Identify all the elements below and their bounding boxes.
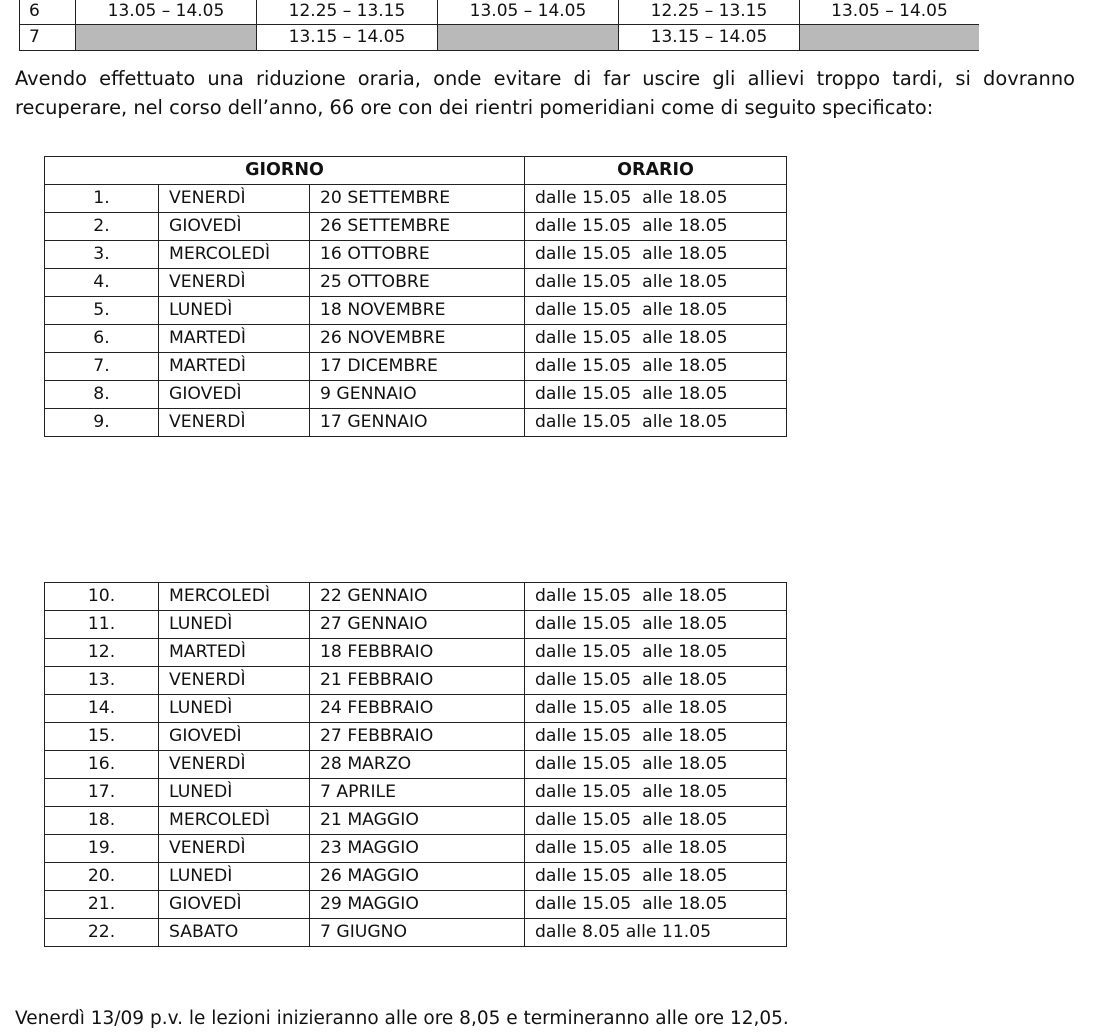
row-number-cell: 13. (45, 667, 159, 695)
time-slot-cell: 12.25 – 13.15 (257, 0, 438, 25)
schedule-row (45, 779, 787, 807)
timetable-row (20, 25, 980, 51)
schedule-row (45, 325, 787, 353)
row-number-cell: 21. (45, 891, 159, 919)
time-range-cell: dalle 15.05 alle 18.05 (525, 667, 787, 695)
time-range-cell: dalle 15.05 alle 18.05 (525, 639, 787, 667)
time-range-cell: dalle 8.05 alle 11.05 (525, 919, 787, 947)
time-range-cell: dalle 15.05 alle 18.05 (525, 409, 787, 437)
date-cell: 23 MAGGIO (310, 835, 525, 863)
date-cell: 28 MARZO (310, 751, 525, 779)
date-cell: 25 OTTOBRE (310, 269, 525, 297)
row-number-cell: 8. (45, 381, 159, 409)
date-cell: 21 FEBBRAIO (310, 667, 525, 695)
schedule-row (45, 891, 787, 919)
weekday-cell: VENERDÌ (159, 269, 310, 297)
schedule-row (45, 213, 787, 241)
time-slot-cell: 13.05 – 14.05 (76, 0, 257, 25)
date-cell: 18 NOVEMBRE (310, 297, 525, 325)
weekday-cell: MARTEDÌ (159, 325, 310, 353)
time-slot-cell: 13.05 – 14.05 (438, 0, 619, 25)
weekday-cell: GIOVEDÌ (159, 381, 310, 409)
row-number-cell: 9. (45, 409, 159, 437)
weekday-cell: VENERDÌ (159, 751, 310, 779)
time-range-cell: dalle 15.05 alle 18.05 (525, 779, 787, 807)
date-cell: 26 SETTEMBRE (310, 213, 525, 241)
time-range-cell: dalle 15.05 alle 18.05 (525, 269, 787, 297)
row-number-cell: 2. (45, 213, 159, 241)
time-slot-cell (800, 25, 980, 51)
weekday-cell: LUNEDÌ (159, 779, 310, 807)
row-number-cell: 22. (45, 919, 159, 947)
schedule-header-row (45, 157, 787, 185)
weekday-cell: MARTEDÌ (159, 353, 310, 381)
weekday-cell: VENERDÌ (159, 185, 310, 213)
row-number-cell: 1. (45, 185, 159, 213)
row-number-cell: 5. (45, 297, 159, 325)
date-cell: 24 FEBBRAIO (310, 695, 525, 723)
notice-paragraph: Avendo effettuato una riduzione oraria, onde evitare di far uscire gli allievi troppo tardi, si dovranno recuperare, nel corso dell’anno, 66 ore con dei rientri pomeridiani come di seguito specificato: (15, 67, 1075, 119)
schedule-row (45, 807, 787, 835)
footer-note: Venerdì 13/09 p.v. le lezioni inizieranno alle ore 8,05 e termineranno alle ore 12,05. (15, 1008, 789, 1029)
weekday-cell: MERCOLEDÌ (159, 807, 310, 835)
row-number-cell: 12. (45, 639, 159, 667)
schedule-row (45, 381, 787, 409)
row-number-cell: 14. (45, 695, 159, 723)
weekday-cell: VENERDÌ (159, 835, 310, 863)
time-range-cell: dalle 15.05 alle 18.05 (525, 611, 787, 639)
schedule-row (45, 583, 787, 611)
time-range-cell: dalle 15.05 alle 18.05 (525, 835, 787, 863)
schedule-row (45, 297, 787, 325)
recovery-schedule-table-1 (44, 156, 787, 437)
time-slot-cell: 13.15 – 14.05 (619, 25, 800, 51)
row-number-cell: 6. (45, 325, 159, 353)
row-number-cell: 19. (45, 835, 159, 863)
row-number-cell: 15. (45, 723, 159, 751)
schedule-row (45, 863, 787, 891)
date-cell: 27 GENNAIO (310, 611, 525, 639)
date-cell: 22 GENNAIO (310, 583, 525, 611)
row-number-cell: 4. (45, 269, 159, 297)
row-number-cell: 11. (45, 611, 159, 639)
recovery-schedule-table-2 (44, 582, 787, 947)
weekday-cell: LUNEDÌ (159, 297, 310, 325)
time-range-cell: dalle 15.05 alle 18.05 (525, 583, 787, 611)
date-cell: 27 FEBBRAIO (310, 723, 525, 751)
row-number-cell: 18. (45, 807, 159, 835)
time-slot-cell (438, 25, 619, 51)
header-giorno: GIORNO (45, 157, 525, 185)
schedule-row (45, 695, 787, 723)
time-slot-cell: 13.15 – 14.05 (257, 25, 438, 51)
date-cell: 7 APRILE (310, 779, 525, 807)
date-cell: 16 OTTOBRE (310, 241, 525, 269)
row-number-cell: 20. (45, 863, 159, 891)
date-cell: 26 MAGGIO (310, 863, 525, 891)
schedule-row (45, 353, 787, 381)
date-cell: 20 SETTEMBRE (310, 185, 525, 213)
date-cell: 9 GENNAIO (310, 381, 525, 409)
weekday-cell: SABATO (159, 919, 310, 947)
time-slot-cell: 12.25 – 13.15 (619, 0, 800, 25)
weekday-cell: MARTEDÌ (159, 639, 310, 667)
weekday-cell: VENERDÌ (159, 667, 310, 695)
weekday-cell: VENERDÌ (159, 409, 310, 437)
schedule-row (45, 185, 787, 213)
date-cell: 29 MAGGIO (310, 891, 525, 919)
timetable-row (20, 0, 980, 25)
row-number-cell: 16. (45, 751, 159, 779)
weekday-cell: LUNEDÌ (159, 695, 310, 723)
row-number-cell: 7. (45, 353, 159, 381)
row-number-cell: 17. (45, 779, 159, 807)
weekday-cell: GIOVEDÌ (159, 723, 310, 751)
date-cell: 17 GENNAIO (310, 409, 525, 437)
date-cell: 17 DICEMBRE (310, 353, 525, 381)
schedule-row (45, 723, 787, 751)
weekday-cell: LUNEDÌ (159, 863, 310, 891)
row-number-cell: 10. (45, 583, 159, 611)
time-range-cell: dalle 15.05 alle 18.05 (525, 695, 787, 723)
time-range-cell: dalle 15.05 alle 18.05 (525, 185, 787, 213)
date-cell: 18 FEBBRAIO (310, 639, 525, 667)
time-slot-cell (76, 25, 257, 51)
row-number-cell: 3. (45, 241, 159, 269)
time-range-cell: dalle 15.05 alle 18.05 (525, 751, 787, 779)
schedule-row (45, 667, 787, 695)
weekday-cell: GIOVEDÌ (159, 891, 310, 919)
schedule-row (45, 269, 787, 297)
time-range-cell: dalle 15.05 alle 18.05 (525, 241, 787, 269)
time-range-cell: dalle 15.05 alle 18.05 (525, 381, 787, 409)
weekday-cell: LUNEDÌ (159, 611, 310, 639)
time-range-cell: dalle 15.05 alle 18.05 (525, 213, 787, 241)
time-range-cell: dalle 15.05 alle 18.05 (525, 325, 787, 353)
time-range-cell: dalle 15.05 alle 18.05 (525, 807, 787, 835)
timetable-table (19, 0, 979, 51)
schedule-row (45, 639, 787, 667)
hour-number-cell: 6 (20, 0, 76, 25)
time-range-cell: dalle 15.05 alle 18.05 (525, 891, 787, 919)
time-range-cell: dalle 15.05 alle 18.05 (525, 297, 787, 325)
schedule-row (45, 611, 787, 639)
time-range-cell: dalle 15.05 alle 18.05 (525, 723, 787, 751)
hour-number-cell: 7 (20, 25, 76, 51)
timetable-fragment (19, 0, 979, 53)
date-cell: 21 MAGGIO (310, 807, 525, 835)
weekday-cell: GIOVEDÌ (159, 213, 310, 241)
time-slot-cell: 13.05 – 14.05 (800, 0, 980, 25)
weekday-cell: MERCOLEDÌ (159, 583, 310, 611)
time-range-cell: dalle 15.05 alle 18.05 (525, 353, 787, 381)
date-cell: 26 NOVEMBRE (310, 325, 525, 353)
schedule-row (45, 835, 787, 863)
header-orario: ORARIO (525, 157, 787, 185)
weekday-cell: MERCOLEDÌ (159, 241, 310, 269)
schedule-row (45, 919, 787, 947)
time-range-cell: dalle 15.05 alle 18.05 (525, 863, 787, 891)
schedule-row (45, 409, 787, 437)
date-cell: 7 GIUGNO (310, 919, 525, 947)
schedule-row (45, 241, 787, 269)
schedule-row (45, 751, 787, 779)
